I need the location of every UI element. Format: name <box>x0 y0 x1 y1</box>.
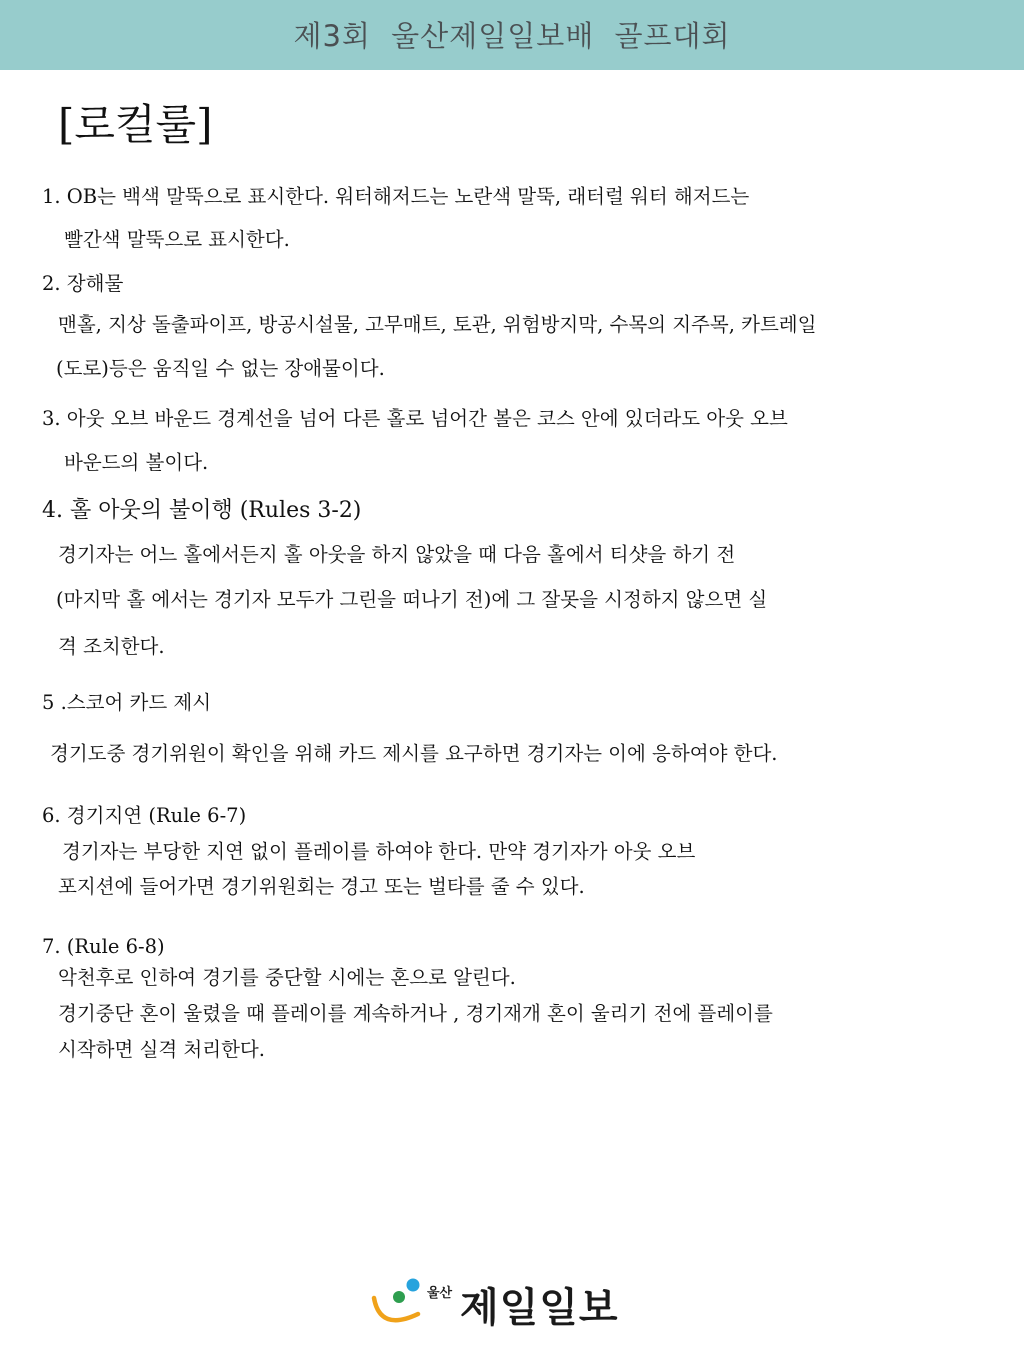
rule-4-line-3: 격 조치한다. <box>58 635 165 658</box>
rule-5-line-1: 경기도중 경기위원이 확인을 위해 카드 제시를 요구하면 경기자는 이에 응하여야 한다. <box>50 742 778 765</box>
rule-5-title: 5 .스코어 카드 제시 <box>42 691 212 714</box>
rule-4-line-1: 경기자는 어느 홀에서든지 홀 아웃을 하지 않았을 때 다음 홀에서 티샷을 하기 전 <box>58 543 736 566</box>
rule-4-line-2: (마지막 홀 에서는 경기자 모두가 그린을 떠나기 전)에 그 잘못을 시정하지 않으면 실 <box>56 588 768 611</box>
rule-7-line-3: 시작하면 실격 처리한다. <box>58 1038 265 1061</box>
logo-small-text: 울산 <box>427 1286 453 1301</box>
logo-blue-dot <box>407 1279 420 1292</box>
logo-green-dot <box>393 1291 405 1303</box>
header-title: 제3회 울산제일일보배 골프대회 <box>293 19 731 53</box>
page-heading: [로컬룰] <box>58 100 213 149</box>
rule-6-title: 6. 경기지연 (Rule 6-7) <box>42 804 247 827</box>
rule-2-line-1: 맨홀, 지상 돌출파이프, 방공시설물, 고무매트, 토관, 위험방지막, 수목의 지주목, 카트레일 <box>58 313 817 336</box>
rule-4-title: 4. 홀 아웃의 불이행 (Rules 3-2) <box>42 498 362 523</box>
rule-7-line-1: 악천후로 인하여 경기를 중단할 시에는 혼으로 알린다. <box>58 966 516 989</box>
rule-7-line-2: 경기중단 혼이 울렸을 때 플레이를 계속하거나 , 경기재개 혼이 울리기 전에 플레이를 <box>58 1002 773 1025</box>
smile-logo-icon <box>370 1272 430 1338</box>
newspaper-logo <box>370 1272 640 1338</box>
logo-big-text: 제일일보 <box>460 1285 619 1331</box>
rule-2-title: 2. 장해물 <box>42 272 124 295</box>
rule-3-line-1: 3. 아웃 오브 바운드 경계선을 넘어 다른 홀로 넘어간 볼은 코스 안에 있더라도 아웃 오브 <box>42 407 788 430</box>
header-band <box>0 0 1024 70</box>
rule-1-line-1: 1. OB는 백색 말뚝으로 표시한다. 워터해저드는 노란색 말뚝, 래터럴 워터 해저드는 <box>42 185 750 208</box>
rule-7-title: 7. (Rule 6-8) <box>42 935 165 958</box>
rule-6-line-2: 포지션에 들어가면 경기위원회는 경고 또는 벌타를 줄 수 있다. <box>58 875 585 898</box>
rule-1-line-2: 빨간색 말뚝으로 표시한다. <box>64 228 290 251</box>
rule-6-line-1: 경기자는 부당한 지연 없이 플레이를 하여야 한다. 만약 경기자가 아웃 오브 <box>62 840 696 863</box>
rule-3-line-2: 바운드의 볼이다. <box>64 451 209 474</box>
rule-2-line-2: (도로)등은 움직일 수 없는 장애물이다. <box>56 357 385 380</box>
